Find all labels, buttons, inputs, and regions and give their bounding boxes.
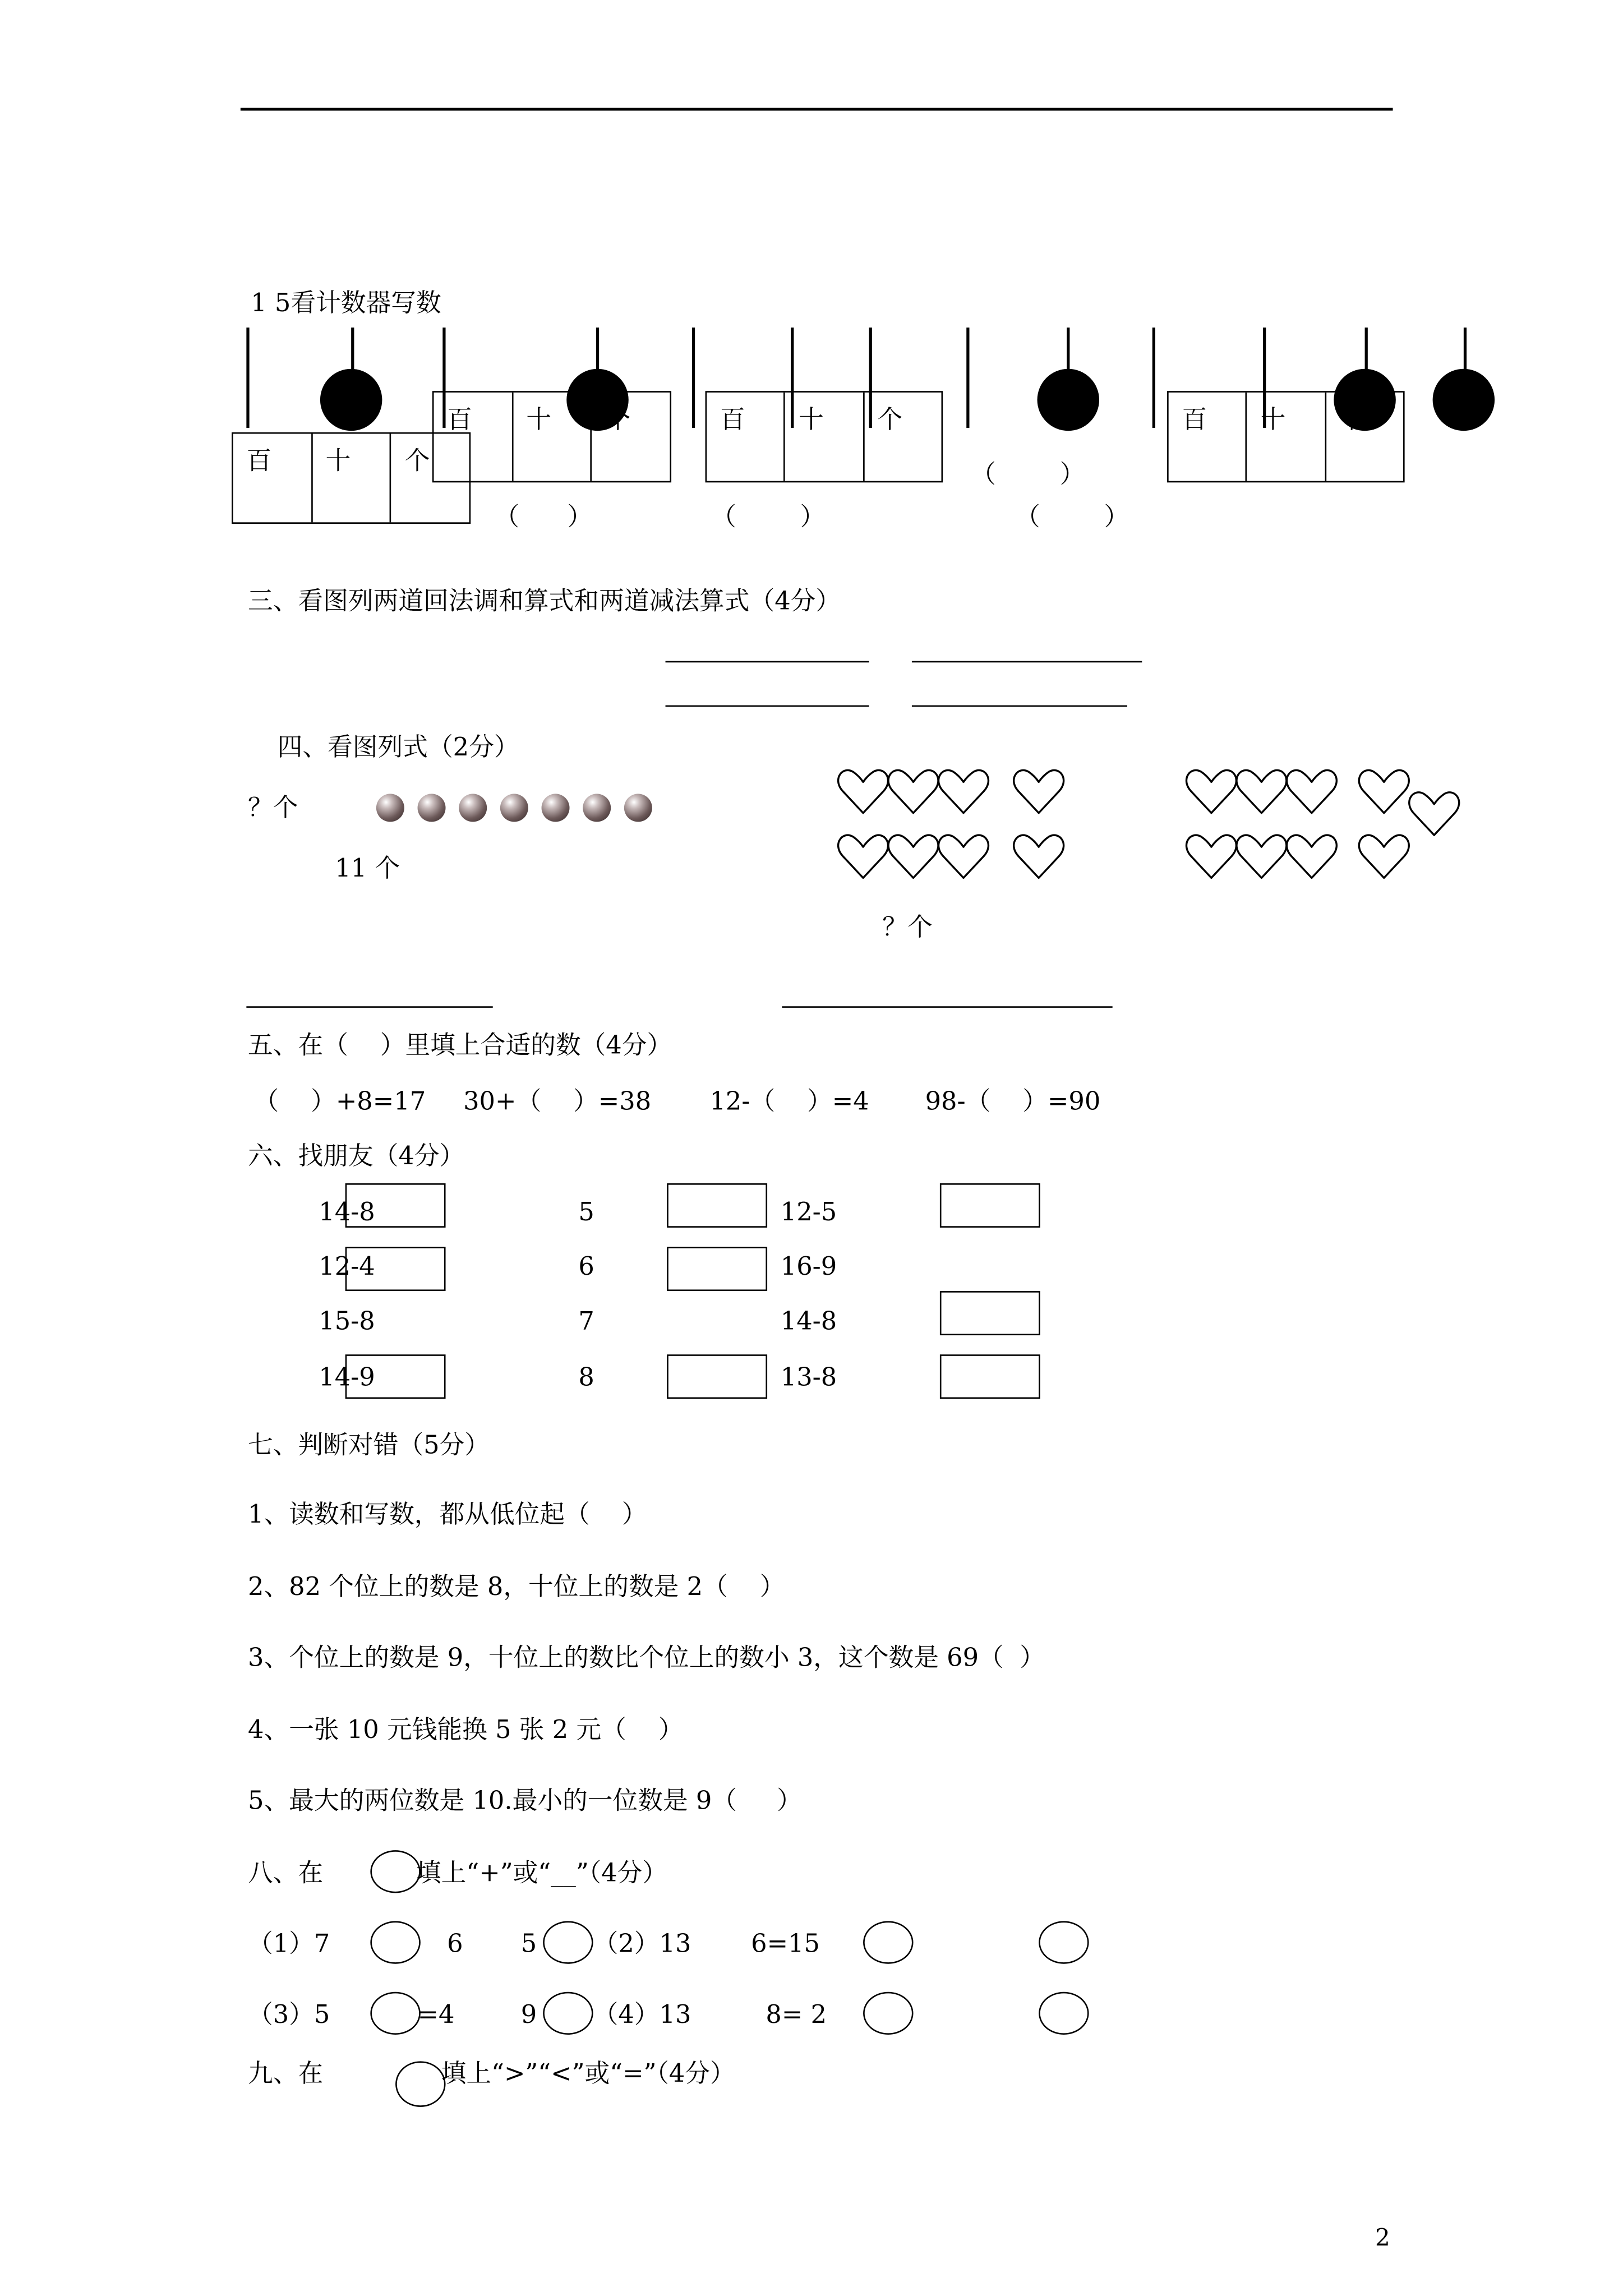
heart-icon <box>888 833 938 880</box>
q15-title: 1 5看计数器写数 <box>251 289 441 319</box>
answer-box[interactable] <box>667 1354 767 1399</box>
ball-icon <box>418 794 446 822</box>
q6-right-3: 14-8 <box>780 1307 837 1337</box>
operator-circle[interactable] <box>370 1992 420 2035</box>
q3-title: 三、看图列两道回法调和算式和两道减法算式（4分） <box>247 587 841 617</box>
tens-label: 十 <box>786 393 864 481</box>
heart-icon <box>1013 769 1063 816</box>
ball-icon <box>583 794 611 822</box>
heart-icon <box>1186 833 1236 880</box>
ball-icon <box>500 794 528 822</box>
q7-item-5[interactable]: 5、最大的两位数是 10.最小的一位数是 9（ ） <box>247 1787 802 1816</box>
q6-mid-3: 7 <box>578 1307 594 1337</box>
q4-left-total: 11 个 <box>335 854 400 884</box>
q4-left-question: ？个 <box>247 794 298 824</box>
operator-circle[interactable] <box>1039 1992 1089 2035</box>
q8-r2-e: 8= 2 <box>766 2000 827 2031</box>
q6-left-2: 12-4 <box>319 1252 375 1283</box>
operator-circle[interactable] <box>543 1992 593 2035</box>
answer-box[interactable] <box>345 1354 446 1399</box>
answer-line[interactable] <box>912 706 1127 707</box>
q9-title-suffix: 填上“>”“<”或“=”（4分） <box>441 2059 735 2090</box>
answer-box[interactable] <box>940 1354 1040 1399</box>
answer-box[interactable] <box>345 1247 446 1291</box>
operator-circle[interactable] <box>543 1921 593 1963</box>
answer-paren-4[interactable]: （ ） <box>1015 503 1129 533</box>
operator-circle <box>370 1850 420 1893</box>
answer-box[interactable] <box>667 1183 767 1228</box>
tens-label: 十 <box>312 434 391 522</box>
q7-item-2[interactable]: 2、82 个位上的数是 8，十位上的数是 2（ ） <box>247 1573 785 1603</box>
q7-item-4[interactable]: 4、一张 10 元钱能换 5 张 2 元（ ） <box>247 1716 684 1746</box>
q8-title-suffix: 填上“+”或“__”（4分） <box>416 1859 668 1889</box>
ones-label: 个 <box>877 405 903 436</box>
q6-mid-2: 6 <box>578 1252 594 1283</box>
answer-box[interactable] <box>345 1183 446 1228</box>
q6-left-3: 15-8 <box>319 1307 375 1337</box>
ones-label: 个 <box>1339 405 1364 436</box>
compare-circle <box>395 2061 445 2107</box>
q5-title: 五、在（ ）里填上合适的数（4分） <box>247 1031 672 1061</box>
q8-r1-d: （2）13 <box>593 1930 691 1960</box>
answer-line[interactable] <box>782 1006 1112 1008</box>
hundreds-label: 百 <box>707 393 785 481</box>
heart-icon <box>888 769 938 816</box>
q6-title: 六、找朋友（4分） <box>247 1142 465 1172</box>
hundreds-label: 百 <box>1169 393 1247 481</box>
operator-circle[interactable] <box>863 1992 913 2035</box>
q5-item-2[interactable]: 30+（ ）=38 <box>463 1087 652 1117</box>
tens-label: 十 <box>513 393 592 481</box>
q8-r1-b: 6 <box>447 1930 463 1960</box>
q6-mid-1: 5 <box>578 1198 594 1228</box>
abacus-bead <box>320 369 382 431</box>
heart-icon <box>1237 769 1287 816</box>
answer-line[interactable] <box>666 661 869 663</box>
q7-item-3[interactable]: 3、个位上的数是 9，十位上的数比个位上的数小 3，这个数是 69（ ） <box>247 1643 1045 1673</box>
q6-right-2: 16-9 <box>780 1252 837 1283</box>
place-value-box-2[interactable] <box>432 391 671 482</box>
q6-mid-4: 8 <box>578 1363 594 1393</box>
heart-icon <box>1409 791 1459 838</box>
heart-icon <box>838 769 888 816</box>
heart-icon <box>1287 833 1336 880</box>
q6-left-1: 14-8 <box>319 1198 375 1228</box>
heart-icon <box>1013 833 1063 880</box>
heart-icon <box>1287 769 1336 816</box>
heart-icon <box>938 833 988 880</box>
q5-item-4[interactable]: 98-（ ）=90 <box>925 1087 1101 1117</box>
q5-item-3[interactable]: 12-（ ）=4 <box>709 1087 869 1117</box>
q5-item-1[interactable]: （ ）+8=17 <box>253 1087 426 1117</box>
place-value-box-3[interactable] <box>706 391 943 482</box>
heart-icon <box>838 833 888 880</box>
operator-circle[interactable] <box>863 1921 913 1963</box>
hundreds-label: 百 <box>233 434 312 522</box>
ball-icon <box>459 794 487 822</box>
ball-icon <box>376 794 404 822</box>
ball-icon <box>542 794 570 822</box>
page-number: 2 <box>1375 2223 1390 2252</box>
q8-title-prefix: 八、在 <box>247 1859 324 1889</box>
tens-label: 十 <box>1247 393 1326 481</box>
q8-r2-c: 9 <box>520 2000 537 2031</box>
q6-right-4: 13-8 <box>780 1363 837 1393</box>
ball-icon <box>624 794 652 822</box>
operator-circle[interactable] <box>1039 1921 1089 1963</box>
q4-right-question: ？个 <box>882 913 933 943</box>
q4-title: 四、看图列式（2分） <box>277 733 519 763</box>
q8-r1-e: 6=15 <box>751 1930 820 1960</box>
header-rule <box>241 108 1393 110</box>
ones-label: 个 <box>404 447 430 477</box>
abacus-bead <box>1433 369 1495 431</box>
heart-icon <box>1237 833 1287 880</box>
answer-paren-1[interactable]: （ ） <box>494 503 593 533</box>
q7-title: 七、判断对错（5分） <box>247 1431 490 1461</box>
q9-title-prefix: 九、在 <box>247 2059 324 2090</box>
abacus-bead <box>1038 369 1099 431</box>
answer-line[interactable] <box>666 706 869 707</box>
q6-right-1: 12-5 <box>780 1198 837 1228</box>
q8-r2-d: （4）13 <box>593 2000 691 2031</box>
operator-circle[interactable] <box>370 1921 420 1963</box>
ones-label: 个 <box>605 405 631 436</box>
answer-line[interactable] <box>912 661 1142 663</box>
answer-paren-3[interactable]: （ ） <box>971 460 1085 490</box>
heart-icon <box>1186 769 1236 816</box>
q8-r2-a: （3）5 <box>247 2000 330 2031</box>
answer-box[interactable] <box>667 1247 767 1291</box>
answer-line[interactable] <box>246 1006 492 1008</box>
place-value-box-4[interactable] <box>1167 391 1405 482</box>
q6-left-4: 14-9 <box>319 1363 375 1393</box>
answer-paren-2[interactable]: （ ） <box>711 503 826 533</box>
q8-r1-c: 5 <box>520 1930 537 1960</box>
answer-box[interactable] <box>940 1291 1040 1335</box>
answer-box[interactable] <box>940 1183 1040 1228</box>
q8-r1-a: （1）7 <box>247 1930 330 1960</box>
heart-icon <box>1359 833 1409 880</box>
heart-icon <box>938 769 988 816</box>
hundreds-label: 百 <box>434 393 513 481</box>
q8-r2-b: =4 <box>417 2000 455 2031</box>
heart-icon <box>1359 769 1409 816</box>
q7-item-1[interactable]: 1、读数和写数，都从低位起（ ） <box>247 1500 647 1530</box>
